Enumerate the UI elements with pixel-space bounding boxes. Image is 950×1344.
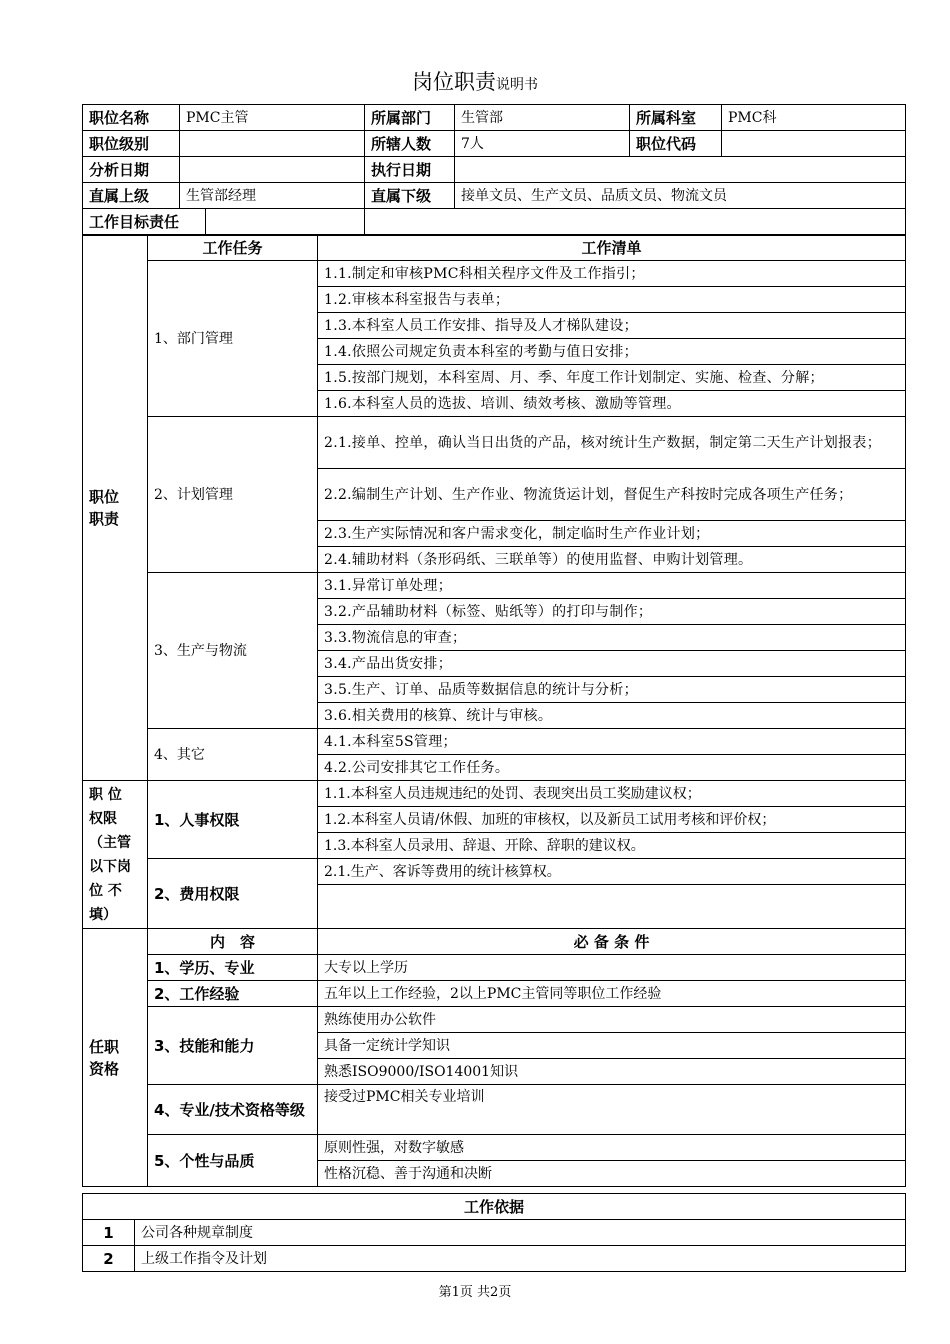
dept-value: 生管部 (455, 105, 630, 131)
qualification-item: 接受过PMC相关专业培训 (318, 1085, 906, 1135)
duty-item: 2.3.生产实际情况和客户需求变化，制定临时生产作业计划； (318, 521, 906, 547)
qualification-task: 4、专业/技术资格等级 (148, 1085, 318, 1135)
qualification-item: 原则性强，对数字敏感 (318, 1135, 906, 1161)
exec-date-label: 执行日期 (365, 157, 455, 183)
goal-row (83, 209, 365, 236)
requirement-header: 必 备 条 件 (318, 929, 906, 955)
duty-task: 2、计划管理 (148, 417, 318, 573)
duty-item: 3.1.异常订单处理； (318, 573, 906, 599)
duty-item: 4.2.公司安排其它工作任务。 (318, 755, 906, 781)
duty-item: 1.4.依照公司规定负责本科室的考勤与值日安排； (318, 339, 906, 365)
level-value (180, 131, 365, 157)
title-main: 岗位职责 (412, 70, 496, 94)
basis-no: 2 (83, 1246, 135, 1272)
qualification-item: 熟练使用办公软件 (318, 1007, 906, 1033)
dept-label: 所属部门 (365, 105, 455, 131)
qualification-item: 具备一定统计学知识 (318, 1033, 906, 1059)
duty-item: 3.3.物流信息的审查； (318, 625, 906, 651)
basis-no: 1 (83, 1220, 135, 1246)
main-table (82, 234, 906, 1187)
job-name-label: 职位名称 (83, 105, 180, 131)
superior-value: 生管部经理 (180, 183, 365, 209)
duties-section-label: 职位 职责 (83, 235, 148, 781)
qualification-item: 大专以上学历 (318, 955, 906, 981)
section-label: 所属科室 (630, 105, 722, 131)
qualification-item: 五年以上工作经验，2以上PMC主管同等职位工作经验 (318, 981, 906, 1007)
qualification-item: 熟悉ISO9000/ISO14001知识 (318, 1059, 906, 1085)
header-table (82, 104, 906, 236)
duty-item: 3.5.生产、订单、品质等数据信息的统计与分析； (318, 677, 906, 703)
staff-label: 所辖人数 (365, 131, 455, 157)
qualification-task: 1、学历、专业 (148, 955, 318, 981)
authority-item: 1.2.本科室人员请/休假、加班的审核权，以及新员工试用考核和评价权； (318, 807, 906, 833)
staff-value: 7人 (455, 131, 630, 157)
duty-task: 3、生产与物流 (148, 573, 318, 729)
authority-section-label: 职 位 权限 （主管 以下岗 位 不 填） (83, 781, 148, 929)
task-header: 工作任务 (148, 235, 318, 261)
authority-task: 2、费用权限 (148, 859, 318, 929)
basis-header: 工作依据 (83, 1194, 906, 1220)
authority-task: 1、人事权限 (148, 781, 318, 859)
analysis-date-label: 分析日期 (83, 157, 180, 183)
basis-table (82, 1193, 906, 1272)
duty-item: 3.2.产品辅助材料（标签、贴纸等）的打印与制作； (318, 599, 906, 625)
qualification-item: 性格沉稳、善于沟通和决断 (318, 1161, 906, 1187)
page-footer: 第1页 共2页 (438, 1285, 512, 1300)
duty-item: 2.2.编制生产计划、生产作业、物流货运计划，督促生产科按时完成各项生产任务； (318, 469, 906, 521)
goal-value-cell (365, 209, 906, 236)
subordinate-value: 接单文员、生产文员、品质文员、物流文员 (455, 183, 906, 209)
title-sub: 说明书 (496, 77, 538, 93)
duty-task: 1、部门管理 (148, 261, 318, 417)
authority-item (318, 885, 906, 929)
duty-item: 1.2.审核本科室报告与表单； (318, 287, 906, 313)
analysis-date-value (180, 157, 365, 183)
qualification-task: 3、技能和能力 (148, 1007, 318, 1085)
content-header: 内 容 (148, 929, 318, 955)
list-header: 工作清单 (318, 235, 906, 261)
duty-item: 3.6.相关费用的核算、统计与审核。 (318, 703, 906, 729)
duty-item: 3.4.产品出货安排； (318, 651, 906, 677)
superior-label: 直属上级 (83, 183, 180, 209)
document-title (0, 66, 950, 96)
duty-item: 2.4.辅助材料（条形码纸、三联单等）的使用监督、申购计划管理。 (318, 547, 906, 573)
code-label: 职位代码 (630, 131, 722, 157)
qualification-task: 2、工作经验 (148, 981, 318, 1007)
authority-item: 2.1.生产、客诉等费用的统计核算权。 (318, 859, 906, 885)
duty-item: 1.3.本科室人员工作安排、指导及人才梯队建设； (318, 313, 906, 339)
exec-date-value (455, 157, 906, 183)
authority-item: 1.3.本科室人员录用、辞退、开除、辞职的建议权。 (318, 833, 906, 859)
goal-label: 工作目标责任 (83, 209, 206, 235)
section-value: PMC科 (722, 105, 906, 131)
duty-item: 2.1.接单、控单，确认当日出货的产品，核对统计生产数据，制定第二天生产计划报表； (318, 417, 906, 469)
authority-item: 1.1.本科室人员违规违纪的处罚、表现突出员工奖励建议权； (318, 781, 906, 807)
job-name-value: PMC主管 (180, 105, 365, 131)
code-value (722, 131, 906, 157)
duty-task: 4、其它 (148, 729, 318, 781)
level-label: 职位级别 (83, 131, 180, 157)
duty-item: 1.5.按部门规划，本科室周、月、季、年度工作计划制定、实施、检查、分解； (318, 365, 906, 391)
basis-text: 公司各种规章制度 (135, 1220, 906, 1246)
qualification-task: 5、个性与品质 (148, 1135, 318, 1187)
duty-item: 4.1.本科室5S管理； (318, 729, 906, 755)
duty-item: 1.6.本科室人员的选拔、培训、绩效考核、激励等管理。 (318, 391, 906, 417)
basis-text: 上级工作指令及计划 (135, 1246, 906, 1272)
qualification-section-label: 任职 资格 (83, 929, 148, 1187)
duty-item: 1.1.制定和审核PMC科相关程序文件及工作指引； (318, 261, 906, 287)
subordinate-label: 直属下级 (365, 183, 455, 209)
